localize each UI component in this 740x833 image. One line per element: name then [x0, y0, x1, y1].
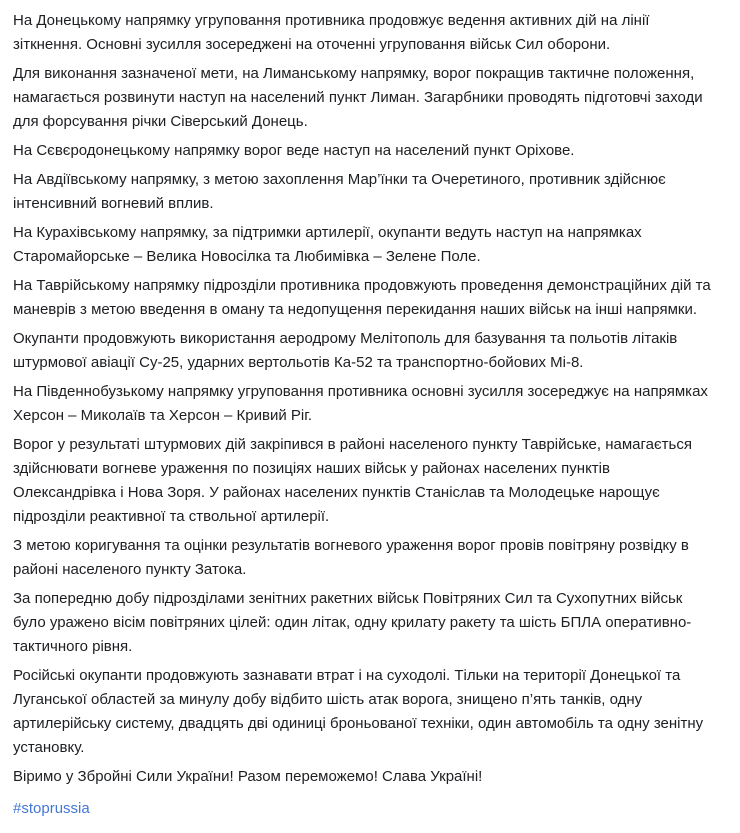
- hashtag-link[interactable]: #stoprussia: [13, 800, 90, 817]
- paragraph-slogan: Віримо у Збройні Сили України! Разом переможемо! Слава Україні!: [13, 768, 483, 785]
- paragraph-enemy-losses: Російські окупанти продовжують зазнавати втрат і на суходолі. Тільки на території Донецької та Луганської областей за минулу добу відбито шість атак ворога, знищено п’ять танків, одну артилерійську систему, двадцять дві одиниці броньованої техніки, один автомобіль та одну зенітну установку.: [13, 667, 704, 756]
- paragraph-kurakhove: На Курахівському напрямку, за підтримки артилерії, окупанти ведуть наступ на напрямках Старомайорське – Велика Новосілка та Любимівка – Зелене Поле.: [13, 224, 642, 265]
- paragraph-zatoka-recon: З метою коригування та оцінки результатів вогневого ураження ворог провів повітряну розвідку в районі населеного пункту Затока.: [13, 537, 689, 578]
- paragraph-pivdennobuzke: На Південнобузькому напрямку угруповання противника основні зусилля зосереджує на напрямках Херсон – Миколаїв та Херсон – Кривий Ріг.: [13, 383, 708, 424]
- paragraph-avdiivka: На Авдіївському напрямку, з метою захоплення Мар’їнки та Очеретиного, противник здійснює інтенсивний вогневий вплив.: [13, 171, 666, 212]
- paragraph-tavriiske-assault: Ворог у результаті штурмових дій закріпився в районі населеного пункту Таврійське, намагається здійснювати вогневе ураження по позиціях наших військ у районах населених пунктів Олександрівка і Нова Зоря. У районах населених пунктів Станіслав та Молодецьке нарощує підрозділи реактивної та ствольної артилерії.: [13, 436, 692, 525]
- paragraph-tavriisk-direction: На Таврійському напрямку підрозділи противника продовжують проведення демонстраційних дій та маневрів з метою введення в оману та недопущення перекидання наших військ на інші напрямки.: [13, 277, 711, 318]
- paragraph-donetsk: На Донецькому напрямку угруповання противника продовжує ведення активних дій на лінії зіткнення. Основні зусилля зосереджені на оточенні угруповання військ Сил оборони.: [13, 12, 650, 53]
- hashtag-row: [13, 794, 712, 821]
- paragraph-air-defense-results: За попередню добу підрозділами зенітних ракетних військ Повітряних Сил та Сухопутних військ було уражено вісім повітряних цілей: один літак, одну крилату ракету та шість БПЛА оперативно-тактичного рівня.: [13, 590, 692, 655]
- paragraph-sievierodonetsk: На Сєвєродонецькому напрямку ворог веде наступ на населений пункт Оріхове.: [13, 142, 575, 159]
- paragraph-melitopol-airfield: Окупанти продовжують використання аеродрому Мелітополь для базування та польотів літаків штурмової авіації Су-25, ударних вертольотів Ка-52 та транспортно-бойових Мі-8.: [13, 330, 678, 371]
- paragraph-lyman: Для виконання зазначеної мети, на Лиманському напрямку, ворог покращив тактичне положення, намагається розвинути наступ на населений пункт Лиман. Загарбники проводять підготовчі заходи для форсування річки Сіверський Донець.: [13, 65, 703, 130]
